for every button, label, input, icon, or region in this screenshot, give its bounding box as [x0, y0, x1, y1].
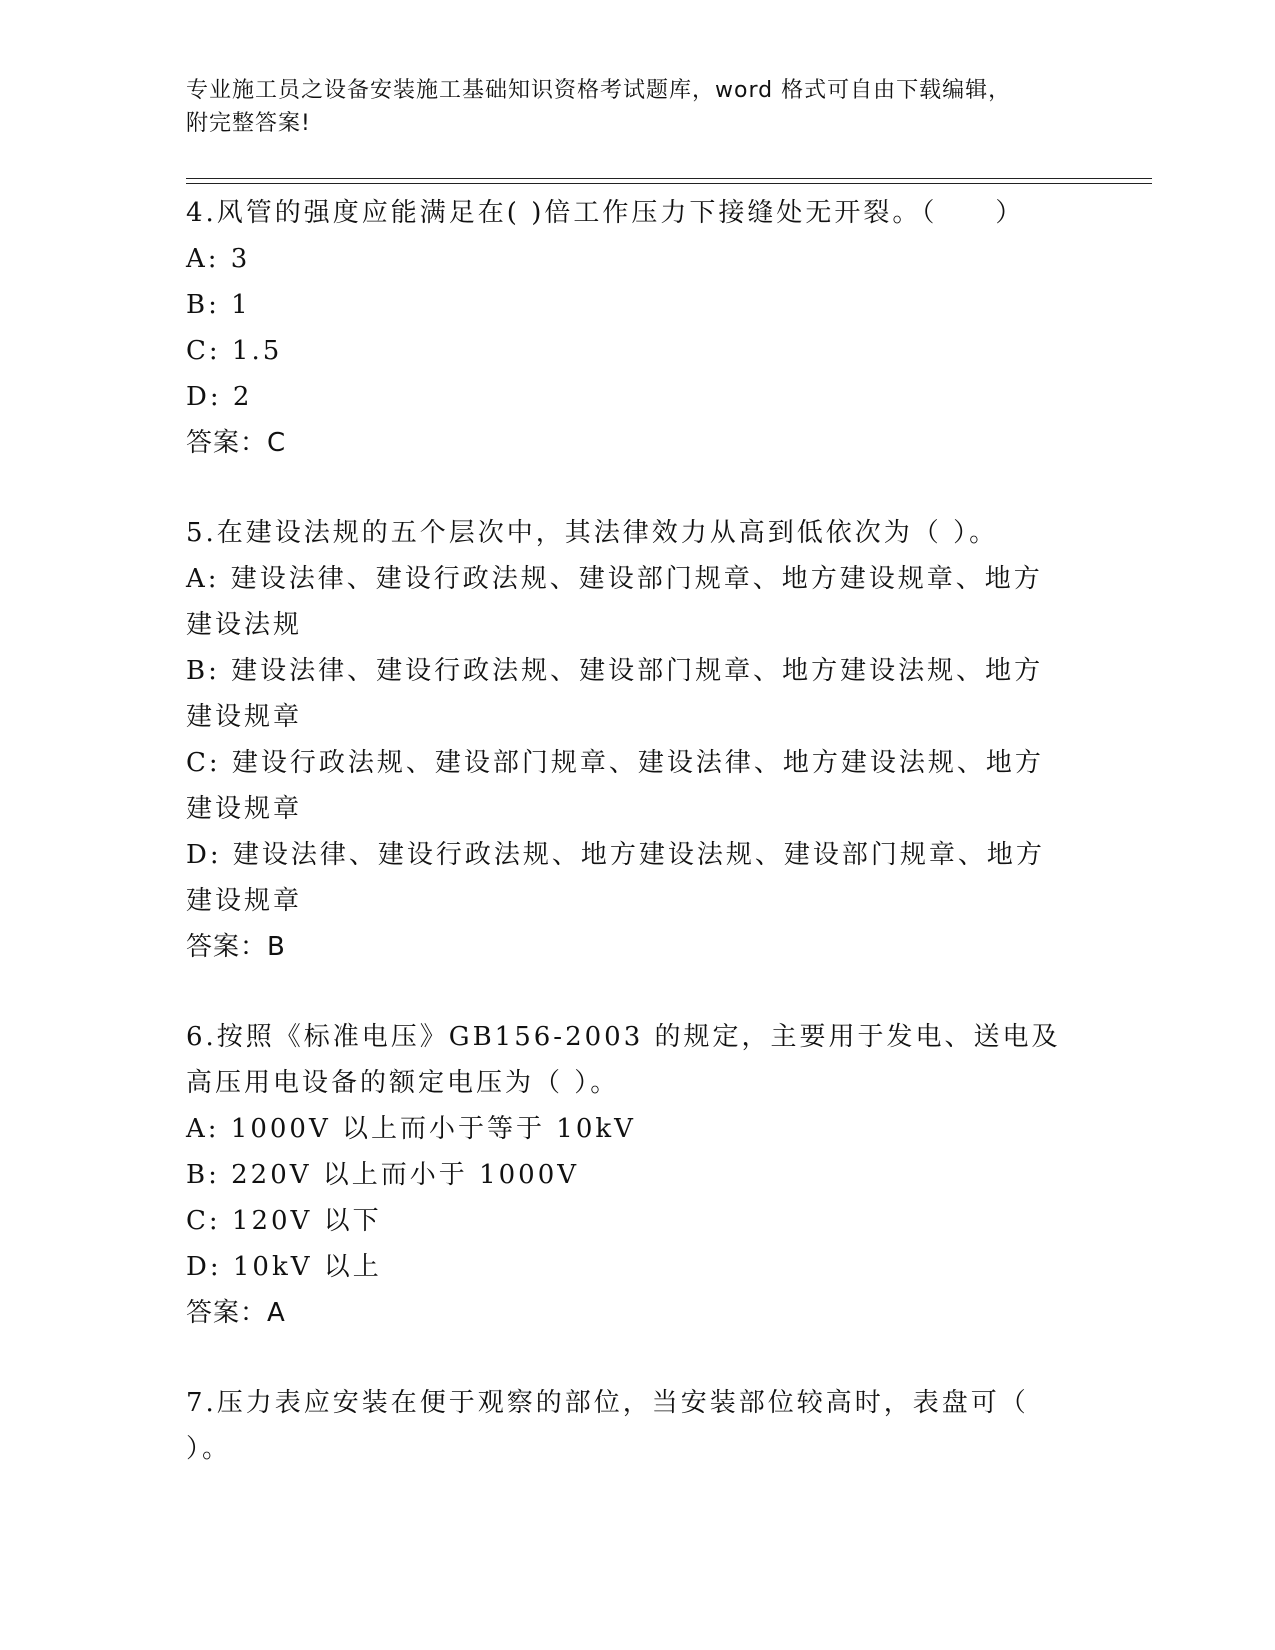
option-c: C: 120V 以下	[186, 1206, 382, 1236]
option-a: A: 3	[186, 244, 251, 274]
question-5	[186, 510, 1066, 970]
header-divider-top	[186, 178, 1152, 179]
option-b: B: 1	[186, 290, 251, 320]
option-d: D: 10kV 以上	[186, 1252, 382, 1282]
option-d: D: 建设法律、建设行政法规、地方建设法规、建设部门规章、地方建设规章	[186, 840, 1045, 916]
question-stem: 7.压力表应安装在便于观察的部位，当安装部位较高时，表盘可（ ）。	[186, 1388, 1029, 1464]
option-c: C: 1.5	[186, 336, 283, 366]
document-header	[186, 74, 1066, 140]
question-6	[186, 1014, 1066, 1336]
question-stem: 5.在建设法规的五个层次中，其法律效力从高到低依次为（ ）。	[186, 518, 999, 548]
header-line-2: 附完整答案!	[186, 111, 311, 136]
question-4	[186, 190, 1066, 466]
option-d: D: 2	[186, 382, 253, 412]
option-b: B: 220V 以上而小于 1000V	[186, 1160, 580, 1190]
answer-label: 答案：B	[186, 932, 286, 962]
option-a: A: 建设法律、建设行政法规、建设部门规章、地方建设规章、地方建设法规	[186, 564, 1043, 640]
question-stem: 6.按照《标准电压》GB156-2003 的规定，主要用于发电、送电及高压用电设备的额定电压为（ ）。	[186, 1022, 1061, 1098]
question-7	[186, 1380, 1066, 1472]
question-stem: 4.风管的强度应能满足在( )倍工作压力下接缝处无开裂。（ ）	[186, 198, 1025, 228]
option-b: B: 建设法律、建设行政法规、建设部门规章、地方建设法规、地方建设规章	[186, 656, 1044, 732]
header-line-1: 专业施工员之设备安装施工基础知识资格考试题库，word 格式可自由下载编辑，	[186, 78, 1012, 103]
answer-label: 答案：A	[186, 1298, 286, 1328]
header-divider-bottom	[186, 183, 1152, 184]
option-a: A: 1000V 以上而小于等于 10kV	[186, 1114, 636, 1144]
answer-label: 答案：C	[186, 428, 287, 458]
option-c: C: 建设行政法规、建设部门规章、建设法律、地方建设法规、地方建设规章	[186, 748, 1044, 824]
question-list	[186, 190, 1066, 1516]
